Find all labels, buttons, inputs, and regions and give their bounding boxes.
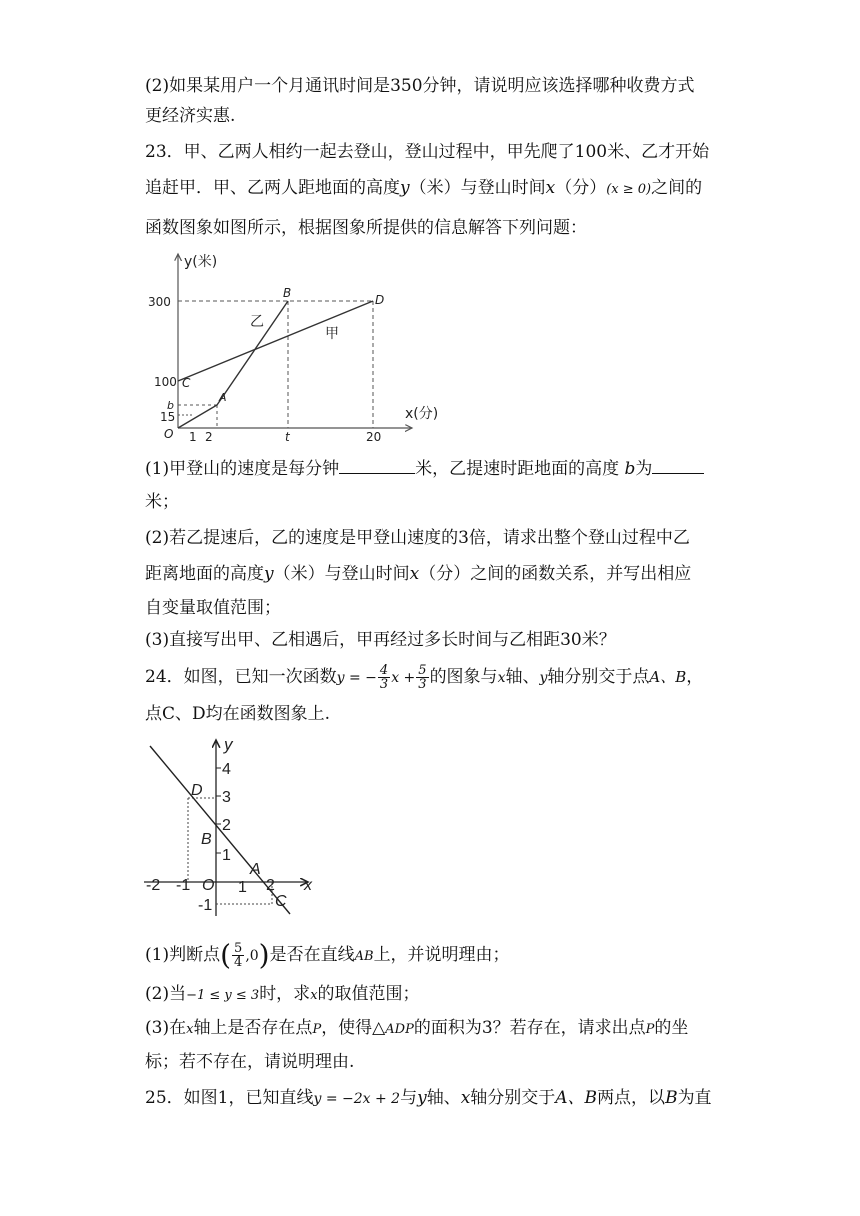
q23-part2-line2: 距离地面的高度y（米）与登山时间x（分）之间的函数关系，并写出相应 <box>145 564 692 584</box>
q24-part2: (2)当−1 ≤ y ≤ 3时，求x的取值范围； <box>145 984 420 1004</box>
q23-part3: (3)直接写出甲、乙相遇后，甲再经过多长时间与乙相距30米？ <box>145 630 616 650</box>
q24-point-A: A <box>250 861 261 878</box>
q24-point-B: B <box>201 831 212 848</box>
q23-line-label-yi: 乙 <box>250 314 264 330</box>
q25-intro: 25．如图1，已知直线y = −2x + 2与y轴、x轴分别交于A、B两点，以B为直 <box>145 1088 712 1108</box>
q23-point-D: D <box>375 293 385 307</box>
q24-tick-2: 2 <box>222 817 231 834</box>
q24-tick-neg1-y: -1 <box>198 897 213 914</box>
q23-tick-100: 100 <box>154 375 177 389</box>
q23-tick-2: 2 <box>205 430 213 444</box>
q23-part1-blank-speed[interactable] <box>339 455 415 474</box>
q23-tick-300: 300 <box>148 295 171 309</box>
q23-intro-line3: 函数图象如图所示，根据图象所提供的信息解答下列问题： <box>145 218 587 238</box>
q23-x-axis-label: x(分) <box>405 406 439 422</box>
q23-height-time-graph <box>140 248 440 448</box>
q23-tick-20: 20 <box>366 430 382 444</box>
q24-y-axis-label: y <box>224 735 233 754</box>
q24-tick-3: 3 <box>222 789 231 806</box>
q24-origin-label: O <box>202 877 215 894</box>
q24-tick-neg1-x: -1 <box>176 877 191 894</box>
q23-origin-label: O <box>164 427 174 441</box>
q24-point-C: C <box>275 893 287 910</box>
q23-point-C: C <box>182 376 191 390</box>
q24-tick-1: 1 <box>222 847 231 864</box>
q23-part2-line1: (2)若乙提速后，乙的速度是甲登山速度的3倍，请求出整个登山过程中乙 <box>145 528 690 548</box>
q24-part1: (1)判断点( $\frac{5}{4}$ ,0)是否在直线AB上，并说明理由； <box>145 938 510 972</box>
q23-part1-unit: 米； <box>145 492 179 512</box>
q23-tick-1: 1 <box>189 430 197 444</box>
q24-part3-line1: (3)在x轴上是否存在点P，使得△ADP的面积为3？若存在，请求出点P的坐 <box>145 1018 689 1038</box>
q24-part3-line2: 标；若不存在，请说明理由. <box>145 1052 355 1072</box>
q23-part1: (1)甲登山的速度是每分钟 米，乙提速时距地面的高度 b为 <box>145 455 704 481</box>
q23-point-A: A <box>219 391 227 404</box>
q24-tick-2-x: 2 <box>266 877 275 894</box>
q23-tick-15: 15 <box>160 410 176 424</box>
q24-tick-neg2-x: -2 <box>146 877 161 894</box>
q24-tick-4: 4 <box>222 761 231 778</box>
q23-point-B: B <box>283 286 292 300</box>
q23-intro-line1: 23．甲、乙两人相约一起去登山，登山过程中，甲先爬了100米、乙才开始 <box>145 142 710 162</box>
q24-linear-function-graph <box>140 734 325 919</box>
q23-tick-b: b <box>167 399 174 412</box>
q23-line-label-jia: 甲 <box>325 326 339 342</box>
q23-y-axis-label: y(米) <box>184 254 218 270</box>
q24-intro-line2: 点C、D均在函数图象上. <box>145 704 331 724</box>
q22-part2: (2)如果某用户一个月通讯时间是350分钟，请说明应该选择哪种收费方式 <box>145 76 695 96</box>
q23-intro-line2: 追赶甲．甲、乙两人距地面的高度y（米）与登山时间x（分）(x ≥ 0)之间的 <box>145 178 703 198</box>
q24-intro-line1: 24．如图，已知一次函数y = − $\frac{4}{3}$ x + $\frac{5}{3}$ 的图象与x轴、y轴分别交于点A、B， <box>145 663 704 692</box>
q24-point-D: D <box>191 782 203 799</box>
q23-part1-blank-height[interactable] <box>652 455 704 474</box>
q22-part2-cont: 更经济实惠. <box>145 106 236 126</box>
q23-tick-t: t <box>285 430 290 444</box>
q24-x-axis-label: x <box>304 877 312 894</box>
q24-tick-1-x: 1 <box>238 879 247 896</box>
q23-part2-line3: 自变量取值范围； <box>145 598 281 618</box>
